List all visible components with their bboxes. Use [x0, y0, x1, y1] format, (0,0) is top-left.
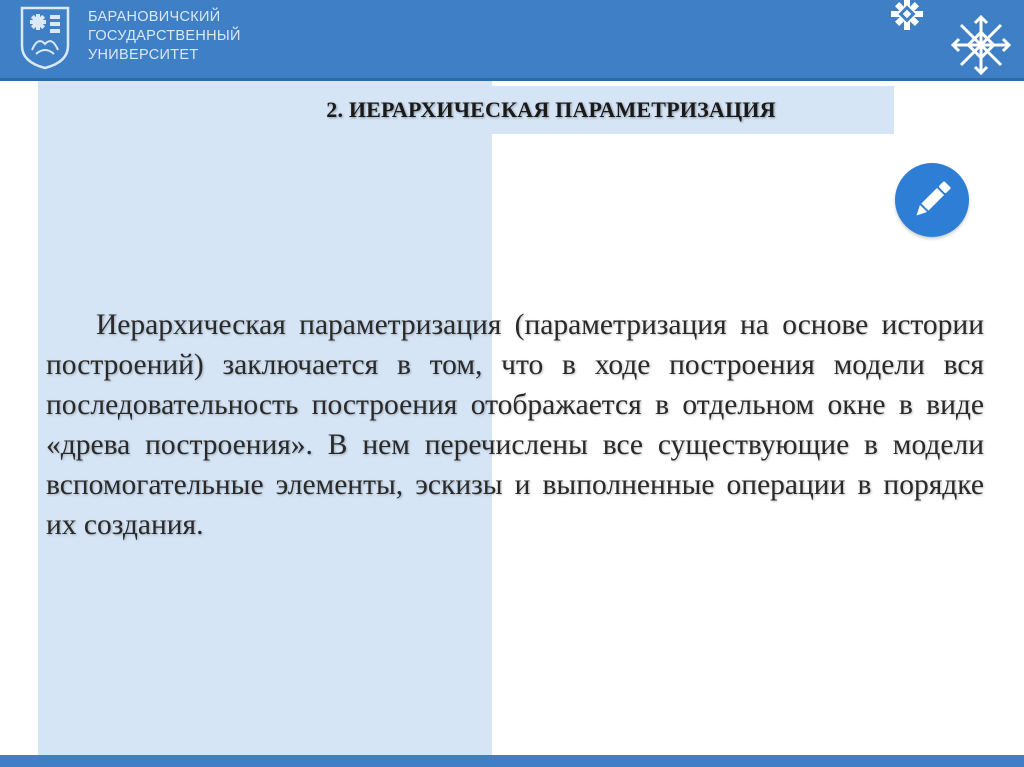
university-name — [88, 8, 328, 65]
university-name-line-3: УНИВЕРСИТЕТ — [88, 47, 199, 63]
university-name-line-1: БАРАНОВИЧСКИЙ — [88, 9, 221, 25]
body-paragraph: Иерархическая параметризация (параметризация на основе истории построений) заключается в том, что в ходе построения модели вся последовательность построения отображается в отдельном окне в виде «древа построения». В нем перечислены все существующие в модели вспомогательные элементы, эскизы и выполненные операции в порядке их создания. — [46, 308, 984, 541]
snowflake-ornament-icon — [884, 0, 930, 36]
footer-bar — [0, 755, 1024, 767]
pencil-icon — [895, 163, 969, 237]
slide-title-bar — [222, 86, 894, 134]
university-name-line-2: ГОСУДАРСТВЕННЫЙ — [88, 28, 241, 44]
university-emblem-icon — [18, 6, 72, 70]
header-bar — [0, 0, 1024, 81]
slide-title: 2. ИЕРАРХИЧЕСКАЯ ПАРАМЕТРИЗАЦИЯ — [326, 97, 776, 122]
pencil-icon-badge — [895, 163, 969, 237]
snowflake-ornament-icon — [950, 14, 1012, 76]
